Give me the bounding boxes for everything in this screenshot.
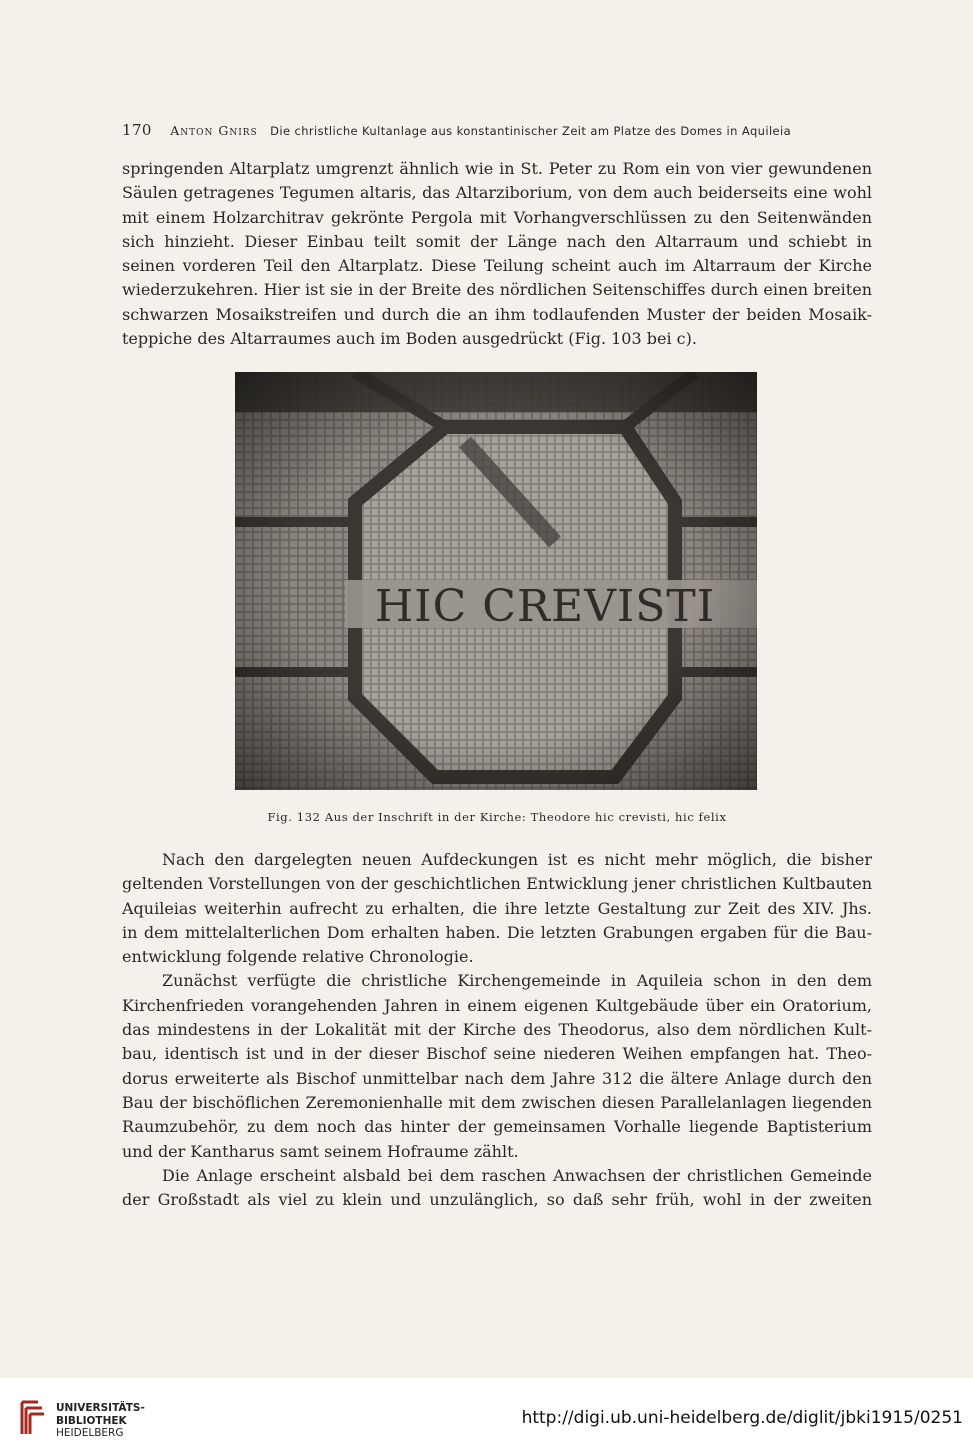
library-logo-icon: [18, 1398, 46, 1438]
text-line: Aquileias weiterhin aufrecht zu erhalten, die ihre letzte Gestaltung zur Zeit des XIV. Jhs.: [122, 898, 872, 918]
text-line: Nach den dargelegten neuen Aufdeckungen ist es nicht mehr möglich, die bisher: [162, 850, 872, 869]
text-line: teppiche des Altarraumes auch im Boden ausgedrückt (Fig. 103 bei c).: [122, 329, 697, 349]
library-line-1: UNIVERSITÄTS-: [56, 1402, 145, 1414]
text-line: und der Kantharus samt seinem Hofraume zählt.: [122, 1141, 519, 1161]
text-line: der Großstadt als viel zu klein und unzulänglich, so daß sehr früh, wohl in der zweiten: [122, 1190, 872, 1210]
library-line-2: BIBLIOTHEK: [56, 1414, 127, 1427]
text-line: Raumzubehör, zu dem noch das hinter der gemeinsamen Vorhalle liegende Baptisterium: [122, 1117, 872, 1137]
text-line: Säulen getragenes Tegumen altaris, das Altarziborium, von dem auch beiderseits eine wohl: [122, 183, 872, 203]
text-line: Die Anlage erscheint alsbald bei dem raschen Anwachsen der christlichen Gemeinde: [162, 1165, 872, 1185]
text-line: dorus erweiterte als Bischof unmittelbar nach dem Jahre 312 die ältere Anlage durch den: [122, 1068, 872, 1088]
text-line: das mindestens in der Lokalität mit der Kirche des Theodorus, also dem nördlichen Kult-: [122, 1020, 872, 1040]
mosaic-photograph: [235, 372, 757, 790]
page-number: 170: [122, 121, 152, 139]
header-author: Anton Gnirs: [170, 123, 258, 138]
running-header: [122, 121, 872, 139]
text-line: schwarzen Mosaikstreifen und durch die an ihm todlaufenden Muster der beiden Mosaik-: [122, 304, 872, 324]
text-line: springenden Altarplatz umgrenzt ähnlich wie in St. Peter zu Rom ein von vier gewundenen: [122, 159, 872, 178]
figure-caption: Fig. 132 Aus der Inschrift in der Kirche: Theodore hic crevisti, hic felix: [267, 810, 727, 824]
text-line: Bau der bischöflichen Zeremonienhalle mit dem zwischen diesen Parallelanlagen liegenden: [122, 1092, 872, 1112]
library-line-3: HEIDELBERG: [56, 1427, 124, 1439]
paragraph-1: [122, 157, 872, 351]
text-line: wiederzukehren. Hier ist sie in der Breite des nördlichen Seitenschiffes durch einen breiten: [122, 280, 872, 300]
paragraph-2: [122, 848, 872, 969]
source-url-link[interactable]: http://digi.ub.uni-heidelberg.de/diglit/jbki1915/0251: [521, 1408, 963, 1428]
text-line: Kirchenfrieden vorangehenden Jahren in einem eigenen Kultgebäude über ein Oratorium,: [122, 995, 872, 1015]
text-line: in dem mittelalterlichen Dom erhalten haben. Die letzten Grabungen ergaben für die Bau-: [122, 922, 872, 942]
library-footer: [0, 1378, 973, 1456]
text-line: Zunächst verfügte die christliche Kirchengemeinde in Aquileia schon in den dem: [162, 971, 872, 991]
text-line: sich hinzieht. Dieser Einbau teilt somit der Länge nach den Altarraum und schiebt in: [122, 231, 872, 251]
running-title: Die christliche Kultanlage aus konstantinischer Zeit am Platze des Domes in Aquileia: [270, 124, 792, 138]
text-line: seinen vorderen Teil den Altarplatz. Diese Teilung scheint auch im Altarraum der Kirche: [122, 256, 872, 276]
text-line: entwicklung folgende relative Chronologie.: [122, 947, 474, 967]
paragraph-4: [122, 1164, 872, 1213]
body-text: [122, 848, 872, 1212]
paragraph-3: [122, 969, 872, 1163]
text-line: geltenden Vorstellungen von der geschichtlichen Entwicklung jener christlichen Kultbauten: [122, 874, 872, 894]
text-line: bau, identisch ist und in der dieser Bischof seine niederen Weihen empfangen hat. Theo-: [122, 1044, 872, 1064]
text-line: mit einem Holzarchitrav gekrönte Pergola mit Vorhangverschlüssen zu den Seitenwänden: [122, 207, 872, 227]
library-name: [56, 1402, 145, 1440]
mosaic-image: [235, 372, 757, 790]
